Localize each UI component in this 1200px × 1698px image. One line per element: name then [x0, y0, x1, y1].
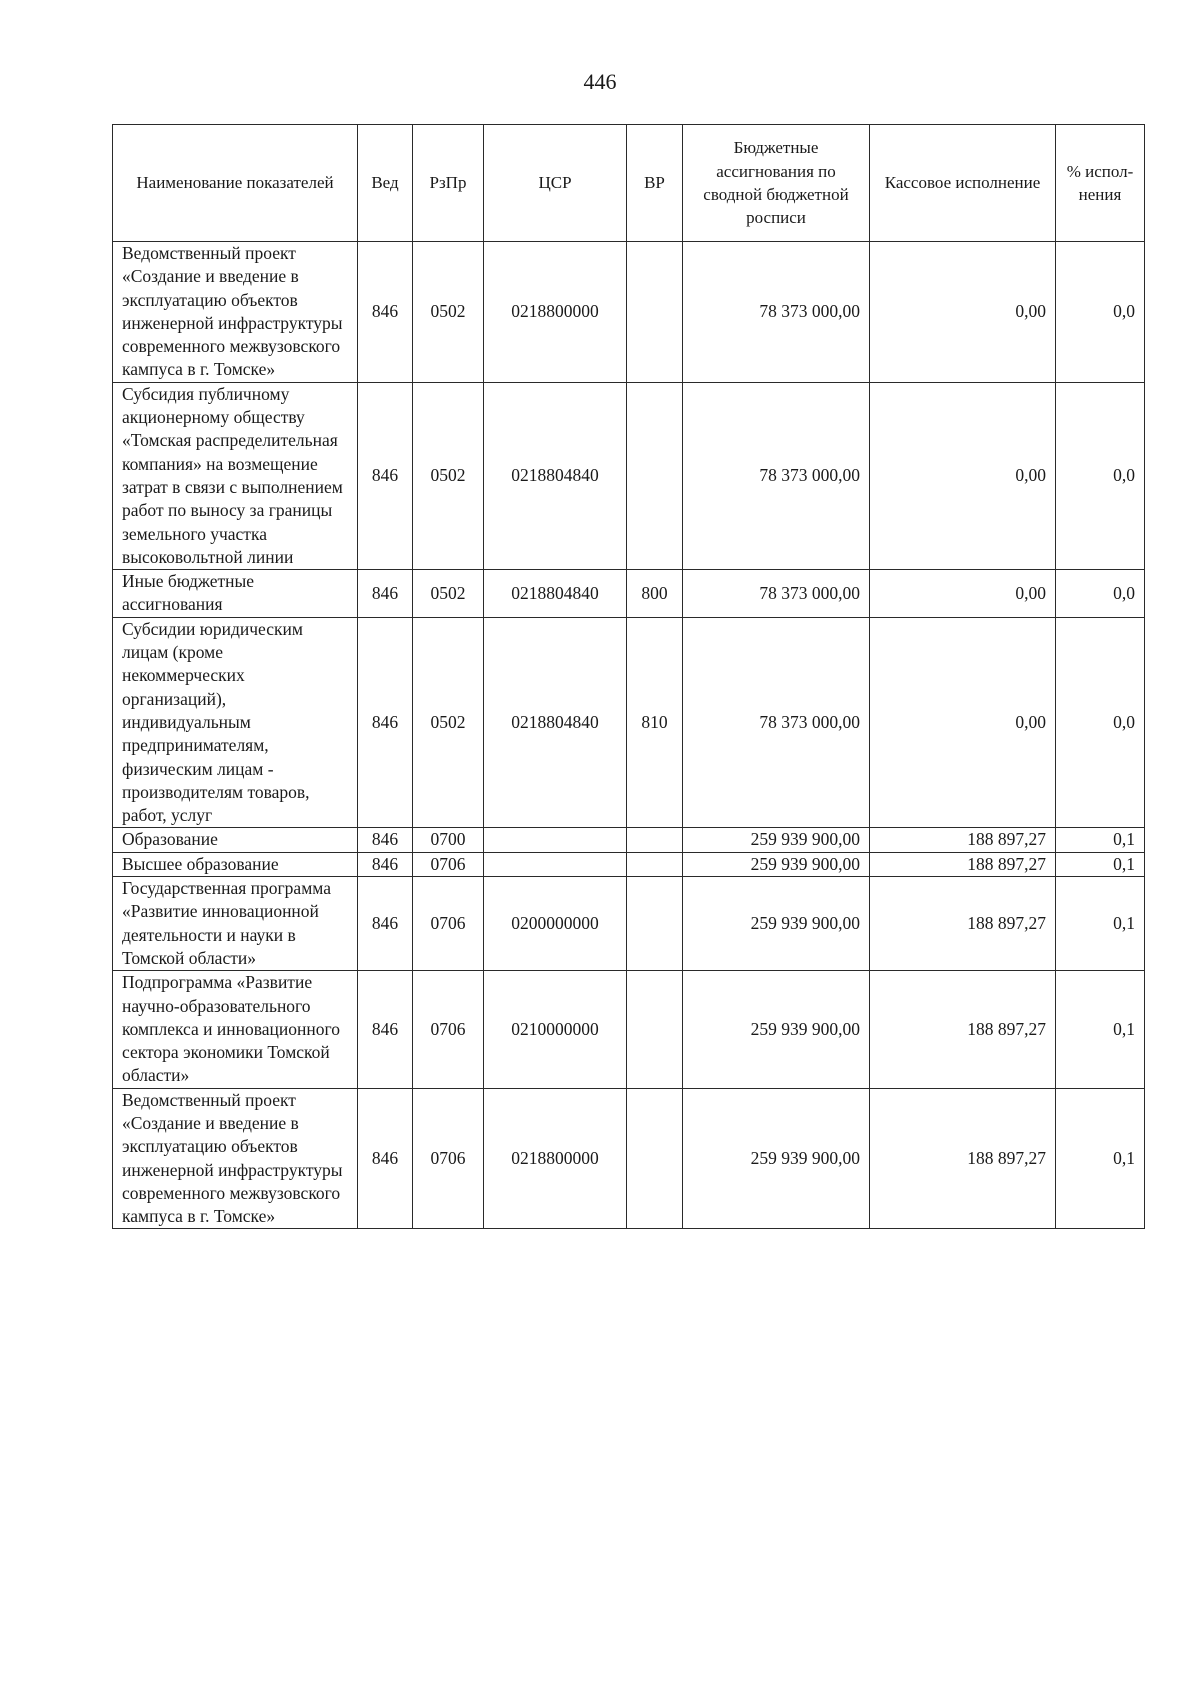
row-percent: 0,1 [1056, 877, 1145, 971]
row-rzpr: 0502 [413, 617, 484, 828]
row-rzpr: 0502 [413, 382, 484, 569]
row-name: Высшее образование [113, 852, 358, 876]
row-ved: 846 [358, 617, 413, 828]
header-vr: ВР [627, 125, 683, 242]
row-name: Иные бюджетные ассигнования [113, 570, 358, 618]
header-csr: ЦСР [484, 125, 627, 242]
row-vr [627, 1088, 683, 1229]
row-budget: 78 373 000,00 [683, 617, 870, 828]
row-budget: 259 939 900,00 [683, 971, 870, 1088]
row-budget: 259 939 900,00 [683, 1088, 870, 1229]
row-name: Образование [113, 828, 358, 852]
row-budget: 78 373 000,00 [683, 570, 870, 618]
row-budget: 259 939 900,00 [683, 877, 870, 971]
row-csr: 0218804840 [484, 382, 627, 569]
table-row [113, 1088, 1145, 1229]
row-percent: 0,1 [1056, 971, 1145, 1088]
row-rzpr: 0502 [413, 242, 484, 383]
row-ved: 846 [358, 570, 413, 618]
header-ved: Вед [358, 125, 413, 242]
row-percent: 0,0 [1056, 570, 1145, 618]
row-ved: 846 [358, 877, 413, 971]
table-row [113, 382, 1145, 569]
row-cash: 0,00 [870, 570, 1056, 618]
row-cash: 0,00 [870, 382, 1056, 569]
table-row [113, 852, 1145, 876]
row-percent: 0,0 [1056, 382, 1145, 569]
row-csr: 0210000000 [484, 971, 627, 1088]
page-number: 446 [583, 69, 617, 94]
table-row [113, 828, 1145, 852]
row-vr: 800 [627, 570, 683, 618]
row-percent: 0,1 [1056, 1088, 1145, 1229]
row-cash: 188 897,27 [870, 971, 1056, 1088]
row-vr [627, 382, 683, 569]
row-rzpr: 0706 [413, 1088, 484, 1229]
row-csr: 0218804840 [484, 617, 627, 828]
budget-execution-table [112, 124, 1145, 1229]
row-csr [484, 852, 627, 876]
row-cash: 188 897,27 [870, 828, 1056, 852]
row-cash: 188 897,27 [870, 1088, 1056, 1229]
row-vr: 810 [627, 617, 683, 828]
table-row [113, 971, 1145, 1088]
table-row [113, 617, 1145, 828]
table-row [113, 877, 1145, 971]
row-csr: 0200000000 [484, 877, 627, 971]
row-rzpr: 0706 [413, 852, 484, 876]
table-header-row [113, 125, 1145, 242]
row-budget: 78 373 000,00 [683, 242, 870, 383]
row-name: Подпрограмма «Развитие научно-образовательного комплекса и инновационного сектора экономики Томской области» [113, 971, 358, 1088]
row-vr [627, 971, 683, 1088]
row-vr [627, 242, 683, 383]
row-ved: 846 [358, 1088, 413, 1229]
row-csr: 0218800000 [484, 1088, 627, 1229]
row-cash: 0,00 [870, 617, 1056, 828]
row-rzpr: 0706 [413, 877, 484, 971]
header-budget: Бюджетные ассигнования по сводной бюджетной росписи [683, 125, 870, 242]
row-cash: 0,00 [870, 242, 1056, 383]
header-cash: Кассовое исполнение [870, 125, 1056, 242]
row-name: Субсидия публичному акционерному обществу «Томская распределительная компания» на возмещение затрат в связи с выполнением работ по выносу за границы земельного участка высоковольтной линии [113, 382, 358, 569]
header-name: Наименование показателей [113, 125, 358, 242]
header-percent: % испол-нения [1056, 125, 1145, 242]
row-csr [484, 828, 627, 852]
row-percent: 0,0 [1056, 617, 1145, 828]
row-vr [627, 828, 683, 852]
row-rzpr: 0700 [413, 828, 484, 852]
header-rzpr: РзПр [413, 125, 484, 242]
row-cash: 188 897,27 [870, 852, 1056, 876]
row-percent: 0,1 [1056, 828, 1145, 852]
row-name: Ведомственный проект «Создание и введение в эксплуатацию объектов инженерной инфраструктуры современного межвузовского кампуса в г. Томске» [113, 1088, 358, 1229]
row-vr [627, 877, 683, 971]
row-csr: 0218804840 [484, 570, 627, 618]
table-row [113, 570, 1145, 618]
row-percent: 0,0 [1056, 242, 1145, 383]
row-name: Субсидии юридическим лицам (кроме некоммерческих организаций), индивидуальным предпринимателям, физическим лицам - производителям товаров, работ, услуг [113, 617, 358, 828]
row-ved: 846 [358, 242, 413, 383]
row-ved: 846 [358, 971, 413, 1088]
row-budget: 259 939 900,00 [683, 852, 870, 876]
row-rzpr: 0502 [413, 570, 484, 618]
row-cash: 188 897,27 [870, 877, 1056, 971]
row-ved: 846 [358, 828, 413, 852]
row-ved: 846 [358, 382, 413, 569]
row-name: Государственная программа «Развитие инновационной деятельности и науки в Томской области» [113, 877, 358, 971]
row-vr [627, 852, 683, 876]
table-row [113, 242, 1145, 383]
row-name: Ведомственный проект «Создание и введение в эксплуатацию объектов инженерной инфраструктуры современного межвузовского кампуса в г. Томске» [113, 242, 358, 383]
row-budget: 78 373 000,00 [683, 382, 870, 569]
row-percent: 0,1 [1056, 852, 1145, 876]
row-rzpr: 0706 [413, 971, 484, 1088]
row-budget: 259 939 900,00 [683, 828, 870, 852]
row-csr: 0218800000 [484, 242, 627, 383]
row-ved: 846 [358, 852, 413, 876]
